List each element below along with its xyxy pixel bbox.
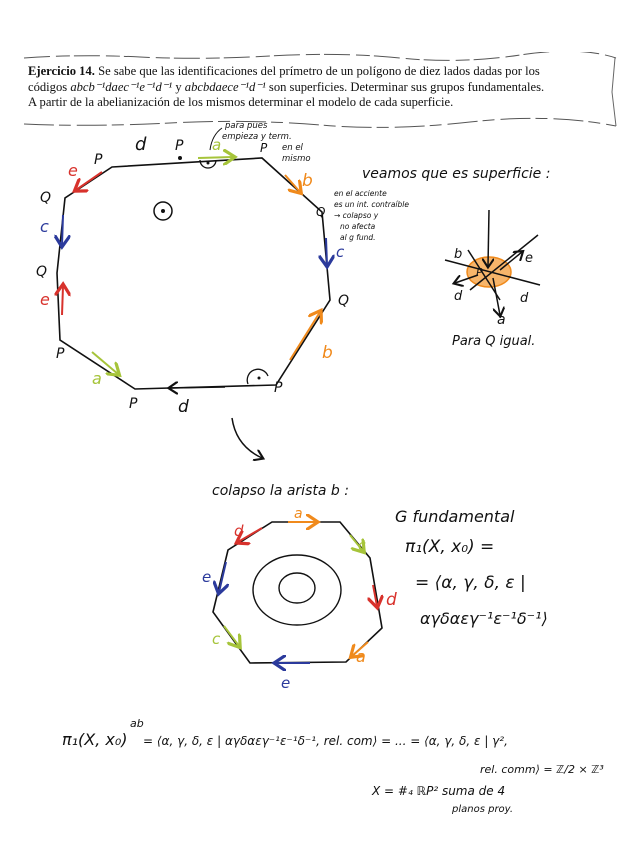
fundamental-group-block [395, 507, 548, 628]
svg-text:a: a [356, 647, 366, 666]
edge-d-bottom-arrow [170, 387, 225, 388]
svg-text:π₁(X, x₀) =: π₁(X, x₀) = [405, 537, 495, 557]
decagon-diagram [36, 121, 409, 417]
svg-text:d: d [386, 590, 397, 610]
svg-text:al g fund.: al g fund. [340, 233, 376, 242]
svg-text:P: P [476, 266, 483, 279]
vertex-label-q: Q [316, 205, 326, 219]
svg-text:no afecta: no afecta [340, 222, 376, 231]
edge-label-d: d [178, 397, 189, 417]
svg-text:e: e [281, 674, 291, 692]
vertex-label-p: P [94, 152, 103, 168]
inner-ring-outer [253, 555, 341, 625]
surface-model: X = #₄ ℝP² suma de 4 [372, 784, 506, 798]
fundamental-title: G fundamental [395, 507, 515, 526]
edge-a-top-arrow [198, 157, 233, 158]
edge-label-a: a [212, 136, 222, 154]
edge-b-right-arrow [285, 175, 300, 192]
word-code-2: abcbdaece⁻¹d⁻¹ [184, 79, 266, 94]
svg-text:b: b [454, 247, 463, 262]
svg-text:a: a [294, 506, 303, 522]
vertex-label-p: P [175, 138, 184, 154]
edge-label-b: b [302, 171, 313, 191]
vertex-label-p: P [56, 346, 65, 362]
svg-text:planos proy.: planos proy. [452, 804, 513, 815]
edge-label-e: e [40, 290, 50, 309]
note-top: para pues [225, 121, 268, 131]
edge-b-lower-arrow [290, 312, 320, 360]
collapsed-octagon-diagram [202, 483, 397, 692]
edge-e-left-arrow [62, 286, 63, 315]
abelianization-block [62, 717, 604, 815]
decagon-outline [57, 158, 330, 389]
edge-label-e: e [68, 161, 78, 180]
vertex-label-p: P [260, 141, 268, 155]
abelian-eq2: rel. comm⟩ = ℤ/2 × ℤ³ [480, 763, 604, 776]
local-caption: Para Q igual. [452, 334, 536, 349]
svg-text:e: e [202, 568, 212, 586]
vertex-label-q: Q [338, 293, 350, 309]
abelian-eq1: = ⟨α, γ, δ, ε | αγδαεγ⁻¹ε⁻¹δ⁻¹, rel. com⟩ = ... = ⟨α, γ, δ, ε | γ², [143, 734, 508, 748]
edge-label-d: d [135, 134, 147, 155]
edge-e-top-left-arrow [76, 172, 102, 190]
edge-c-right-arrow [326, 238, 327, 265]
inner-ring-inner [279, 573, 315, 603]
svg-text:c: c [358, 538, 366, 554]
svg-text:c: c [212, 630, 221, 648]
svg-text:d: d [520, 291, 529, 306]
svg-text:αγδαεγ⁻¹ε⁻¹δ⁻¹⟩: αγδαεγ⁻¹ε⁻¹δ⁻¹⟩ [420, 609, 548, 628]
svg-text:d: d [234, 522, 244, 540]
edge-label-c: c [336, 243, 345, 261]
local-star-diagram [362, 166, 550, 349]
word-code-1: abcb⁻¹daec⁻¹e⁻¹d⁻¹ [70, 79, 173, 94]
collapse-title: colapso la arista b : [212, 483, 349, 499]
edge-label-b: b [322, 343, 333, 363]
edge-c-left-arrow [62, 215, 63, 245]
statement-line-3: A partir de la abelianización de los mismos determinar el modelo de cada superficie. [28, 95, 454, 109]
statement-line-2: códigos abcb⁻¹daec⁻¹e⁻¹d⁻¹ y abcbdaece⁻¹d⁻¹ son superficies. Determinar sus grupos fundamentales. [28, 79, 545, 94]
vertex-label-q: Q [36, 264, 48, 280]
note-right: en el acciente [334, 189, 387, 198]
vertex-label-p: P [274, 380, 283, 396]
svg-text:ab: ab [130, 717, 144, 730]
svg-text:es un int. contraíble: es un int. contraíble [334, 200, 409, 209]
svg-text:a: a [497, 312, 506, 328]
edge-label-a: a [92, 369, 102, 388]
svg-text:en el: en el [282, 143, 303, 153]
vertex-label-p: P [129, 396, 138, 412]
svg-text:empieza y term.: empieza y term. [222, 132, 292, 142]
local-title: veamos que es superficie : [362, 166, 551, 182]
svg-text:d: d [454, 289, 463, 304]
svg-text:→ colapso y: → colapso y [334, 211, 379, 220]
abelian-lhs: π₁(X, x₀) [62, 730, 128, 749]
exercise-heading: Ejercicio 14. [28, 64, 95, 78]
statement-line-1: Ejercicio 14. Se sabe que las identificaciones del prímetro de un polígono de diez lados dadas por los [28, 64, 540, 78]
svg-text:mismo: mismo [282, 154, 311, 164]
vertex-label-q: Q [40, 190, 52, 206]
svg-text:= ⟨α, γ, δ, ε |: = ⟨α, γ, δ, ε | [415, 573, 526, 593]
down-arrow [232, 418, 262, 458]
svg-text:e: e [525, 251, 533, 266]
edge-label-c: c [40, 217, 49, 236]
